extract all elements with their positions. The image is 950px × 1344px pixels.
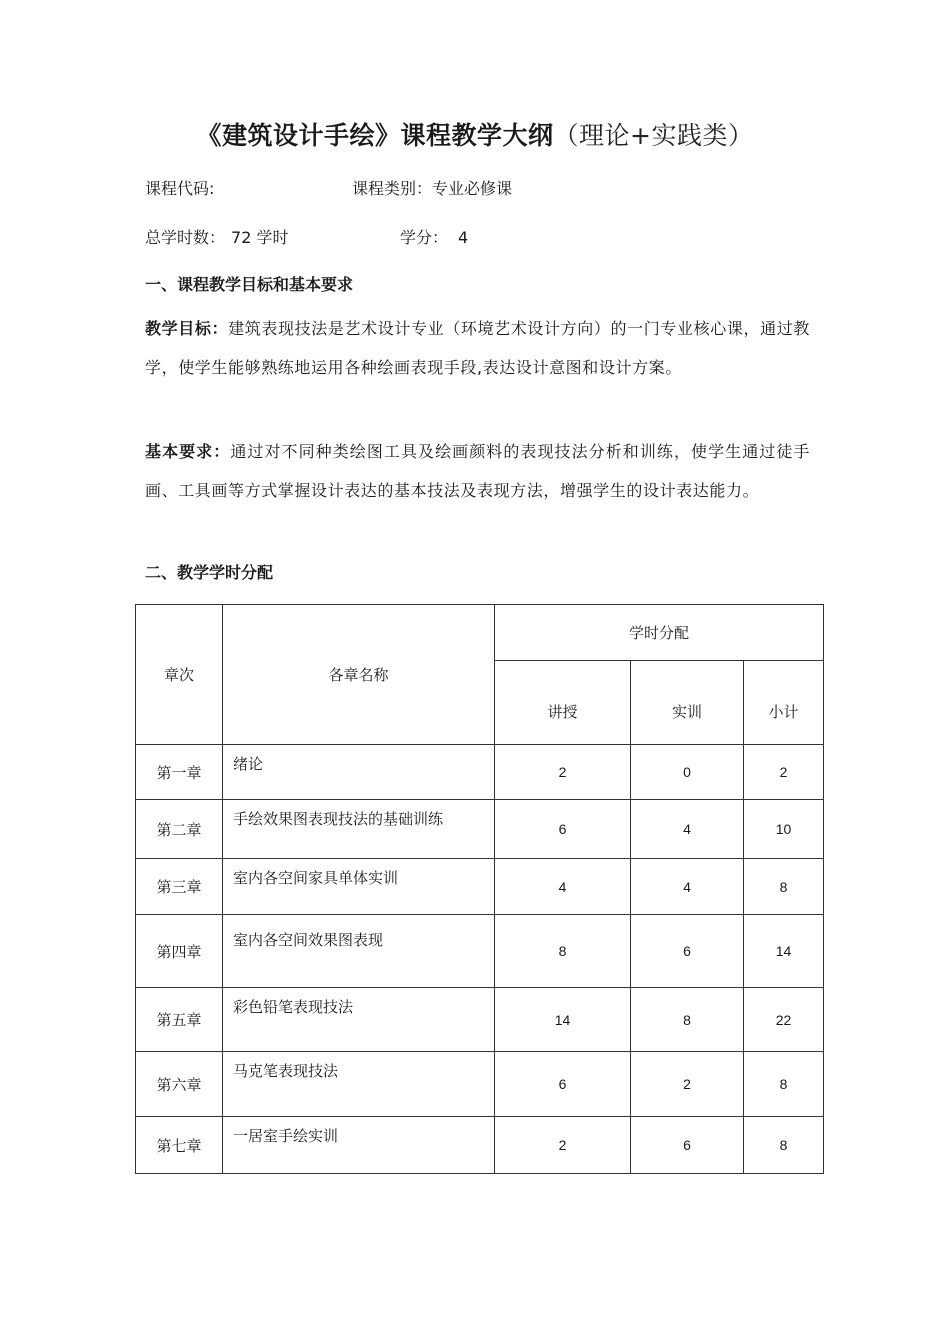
row-lecture: 4 <box>495 859 631 915</box>
row-name: 彩色铅笔表现技法 <box>223 988 495 1052</box>
credits-label: 学分： <box>400 228 449 247</box>
title-main: 《建筑设计手绘》课程教学大纲 <box>196 121 554 150</box>
row-chapter: 第四章 <box>136 915 223 988</box>
section2-heading: 二、教学学时分配 <box>145 563 274 582</box>
basic-requirement <box>145 433 810 510</box>
teaching-goal-label: 教学目标： <box>145 319 229 338</box>
row-chapter: 第五章 <box>136 988 223 1052</box>
title-subtitle: （理论+实践类） <box>553 121 754 150</box>
table-row <box>136 859 824 915</box>
row-practice: 4 <box>631 800 744 859</box>
table-row <box>136 800 824 859</box>
document-title <box>0 118 950 154</box>
row-name: 手绘效果图表现技法的基础训练 <box>223 800 495 859</box>
row-lecture: 14 <box>495 988 631 1052</box>
course-code: 课程代码: <box>145 179 215 198</box>
row-subtotal: 14 <box>744 915 824 988</box>
header-lecture: 讲授 <box>495 661 631 745</box>
header-hours-allocation: 学时分配 <box>495 605 824 661</box>
row-practice: 6 <box>631 1117 744 1174</box>
row-practice: 0 <box>631 745 744 800</box>
row-name: 一居室手绘实训 <box>223 1117 495 1174</box>
header-subtotal: 小计 <box>744 661 824 745</box>
header-practice: 实训 <box>631 661 744 745</box>
row-lecture: 2 <box>495 1117 631 1174</box>
table-row <box>136 745 824 800</box>
row-practice: 2 <box>631 1052 744 1117</box>
header-chapter: 章次 <box>136 605 223 745</box>
hours-allocation-table <box>135 604 824 1174</box>
total-hours-label: 总学时数： <box>145 228 226 247</box>
teaching-goal-text: 建筑表现技法是艺术设计专业（环境艺术设计方向）的一门专业核心课，通过教学，使学生能够熟练地运用各种绘画表现手段,表达设计意图和设计方案。 <box>145 319 810 377</box>
credits-value: 4 <box>458 228 469 247</box>
total-hours-value: 72 学时 <box>231 228 289 247</box>
row-subtotal: 8 <box>744 1052 824 1117</box>
basic-requirement-text: 通过对不同种类绘图工具及绘画颜料的表现技法分析和训练，使学生通过徒手画、工具画等方式掌握设计表达的基本技法及表现方法，增强学生的设计表达能力。 <box>145 442 810 500</box>
row-lecture: 2 <box>495 745 631 800</box>
total-hours <box>145 226 288 250</box>
row-subtotal: 2 <box>744 745 824 800</box>
table-header-row-1 <box>136 605 824 661</box>
row-name: 马克笔表现技法 <box>223 1052 495 1117</box>
teaching-goal <box>145 310 810 387</box>
row-lecture: 6 <box>495 1052 631 1117</box>
row-subtotal: 10 <box>744 800 824 859</box>
row-subtotal: 8 <box>744 859 824 915</box>
row-practice: 4 <box>631 859 744 915</box>
row-lecture: 8 <box>495 915 631 988</box>
table-row <box>136 988 824 1052</box>
row-subtotal: 22 <box>744 988 824 1052</box>
credits <box>400 226 468 250</box>
row-chapter: 第六章 <box>136 1052 223 1117</box>
row-name: 室内各空间效果图表现 <box>223 915 495 988</box>
row-name: 绪论 <box>223 745 495 800</box>
row-subtotal: 8 <box>744 1117 824 1174</box>
row-name: 室内各空间家具单体实训 <box>223 859 495 915</box>
row-chapter: 第一章 <box>136 745 223 800</box>
row-chapter: 第二章 <box>136 800 223 859</box>
table-row <box>136 1052 824 1117</box>
basic-requirement-label: 基本要求： <box>145 442 231 461</box>
row-practice: 8 <box>631 988 744 1052</box>
table-row <box>136 915 824 988</box>
row-practice: 6 <box>631 915 744 988</box>
header-chapter-name: 各章名称 <box>223 605 495 745</box>
table-row <box>136 1117 824 1174</box>
section1-heading: 一、课程教学目标和基本要求 <box>145 275 354 294</box>
row-chapter: 第三章 <box>136 859 223 915</box>
row-chapter: 第七章 <box>136 1117 223 1174</box>
row-lecture: 6 <box>495 800 631 859</box>
course-type: 课程类别：专业必修课 <box>352 179 513 198</box>
